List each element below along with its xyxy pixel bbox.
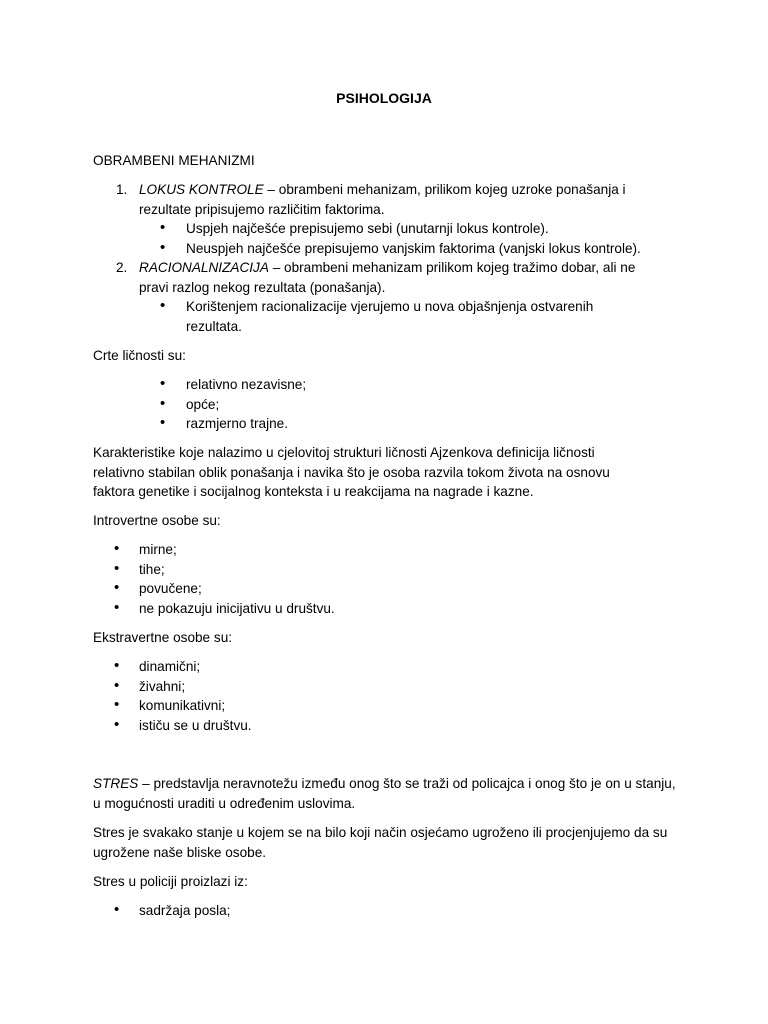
list-item: sadržaja posla; <box>139 903 231 918</box>
list-item-text: – obrambeni mehanizam prilikom kojeg tražimo dobar, ali ne <box>268 260 636 275</box>
paragraph-stres-stanje: Stres je svakako stanje u kojem se na bilo koji način osjećamo ugroženo ili procjenjujemo da su ugrožene naše bliske osobe. <box>93 825 668 860</box>
list-item: opće; <box>186 397 220 412</box>
list-item-line <box>139 180 626 200</box>
bullet-icon: • <box>160 395 166 412</box>
bullet-icon: • <box>114 677 120 694</box>
paragraph: Crte ličnosti su: <box>93 348 186 363</box>
bullet-icon: • <box>160 219 166 236</box>
list-item: povučene; <box>139 581 202 596</box>
list-item: rezultata. <box>186 319 242 334</box>
list-item: komunikativni; <box>139 698 226 713</box>
bullet-icon: • <box>114 540 120 557</box>
paragraph-stres-definition <box>93 774 678 813</box>
list-item: Korištenjem racionalizacije vjerujemo u nova objašnjenja ostvarenih <box>186 299 594 314</box>
list-item: Neuspjeh najčešće prepisujemo vanjskim faktorima (vanjski lokus kontrole). <box>186 241 641 256</box>
paragraph: Ekstravertne osobe su: <box>93 630 233 645</box>
bullet-icon: • <box>160 239 166 256</box>
list-number: 2. <box>116 260 128 275</box>
list-item: razmjerno trajne. <box>186 416 288 431</box>
bullet-icon: • <box>114 696 120 713</box>
paragraph-text: – predstavlja neravnotežu između onog što se traži od policajca i onog što je on u stanju, u mogućnosti uraditi u određenim uslovima. <box>93 776 676 811</box>
list-item-text: – obrambeni mehanizam, prilikom kojeg uzroke ponašanja i <box>263 182 626 197</box>
list-item: dinamični; <box>139 659 201 674</box>
list-item-line: rezultate pripisujemo različitim faktorima. <box>139 202 385 217</box>
term-lokus-kontrole: LOKUS KONTROLE <box>139 182 264 197</box>
list-item: tihe; <box>139 562 165 577</box>
list-item: mirne; <box>139 542 177 557</box>
paragraph: Stres u policiji proizlazi iz: <box>93 874 248 889</box>
bullet-icon: • <box>114 560 120 577</box>
list-item: relativno nezavisne; <box>186 377 307 392</box>
bullet-icon: • <box>160 414 166 431</box>
bullet-icon: • <box>114 599 120 616</box>
bullet-icon: • <box>160 297 166 314</box>
paragraph: Introvertne osobe su: <box>93 513 221 528</box>
term-racionalnizacija: RACIONALNIZACIJA <box>139 260 269 275</box>
list-item: Uspjeh najčešće prepisujemo sebi (unutarnji lokus kontrole). <box>186 221 549 236</box>
bullet-icon: • <box>160 375 166 392</box>
list-item: živahni; <box>139 679 186 694</box>
paragraph-karakteristike: Karakteristike koje nalazimo u cjelovitoj strukturi ličnosti Ajzenkova definicija ličnosti relativno stabilan oblik ponašanja i navika što je osoba razvila tokom života na osnovu faktora genetike i socijalnog konteksta i u reakcijama na nagrade i kazne. <box>93 445 610 499</box>
page-title: PSIHOLOGIJA <box>336 90 432 106</box>
list-item: ne pokazuju inicijativu u društvu. <box>139 601 335 616</box>
bullet-icon: • <box>114 579 120 596</box>
list-item-line: pravi razlog nekog rezultata (ponašanja). <box>139 280 386 295</box>
list-item: ističu se u društvu. <box>139 718 252 733</box>
bullet-icon: • <box>114 716 120 733</box>
bullet-icon: • <box>114 901 120 918</box>
list-number: 1. <box>116 182 128 197</box>
bullet-icon: • <box>114 657 120 674</box>
term-stres: STRES <box>93 776 139 791</box>
section-heading: OBRAMBENI MEHANIZMI <box>93 153 255 168</box>
list-item-line <box>139 258 635 278</box>
